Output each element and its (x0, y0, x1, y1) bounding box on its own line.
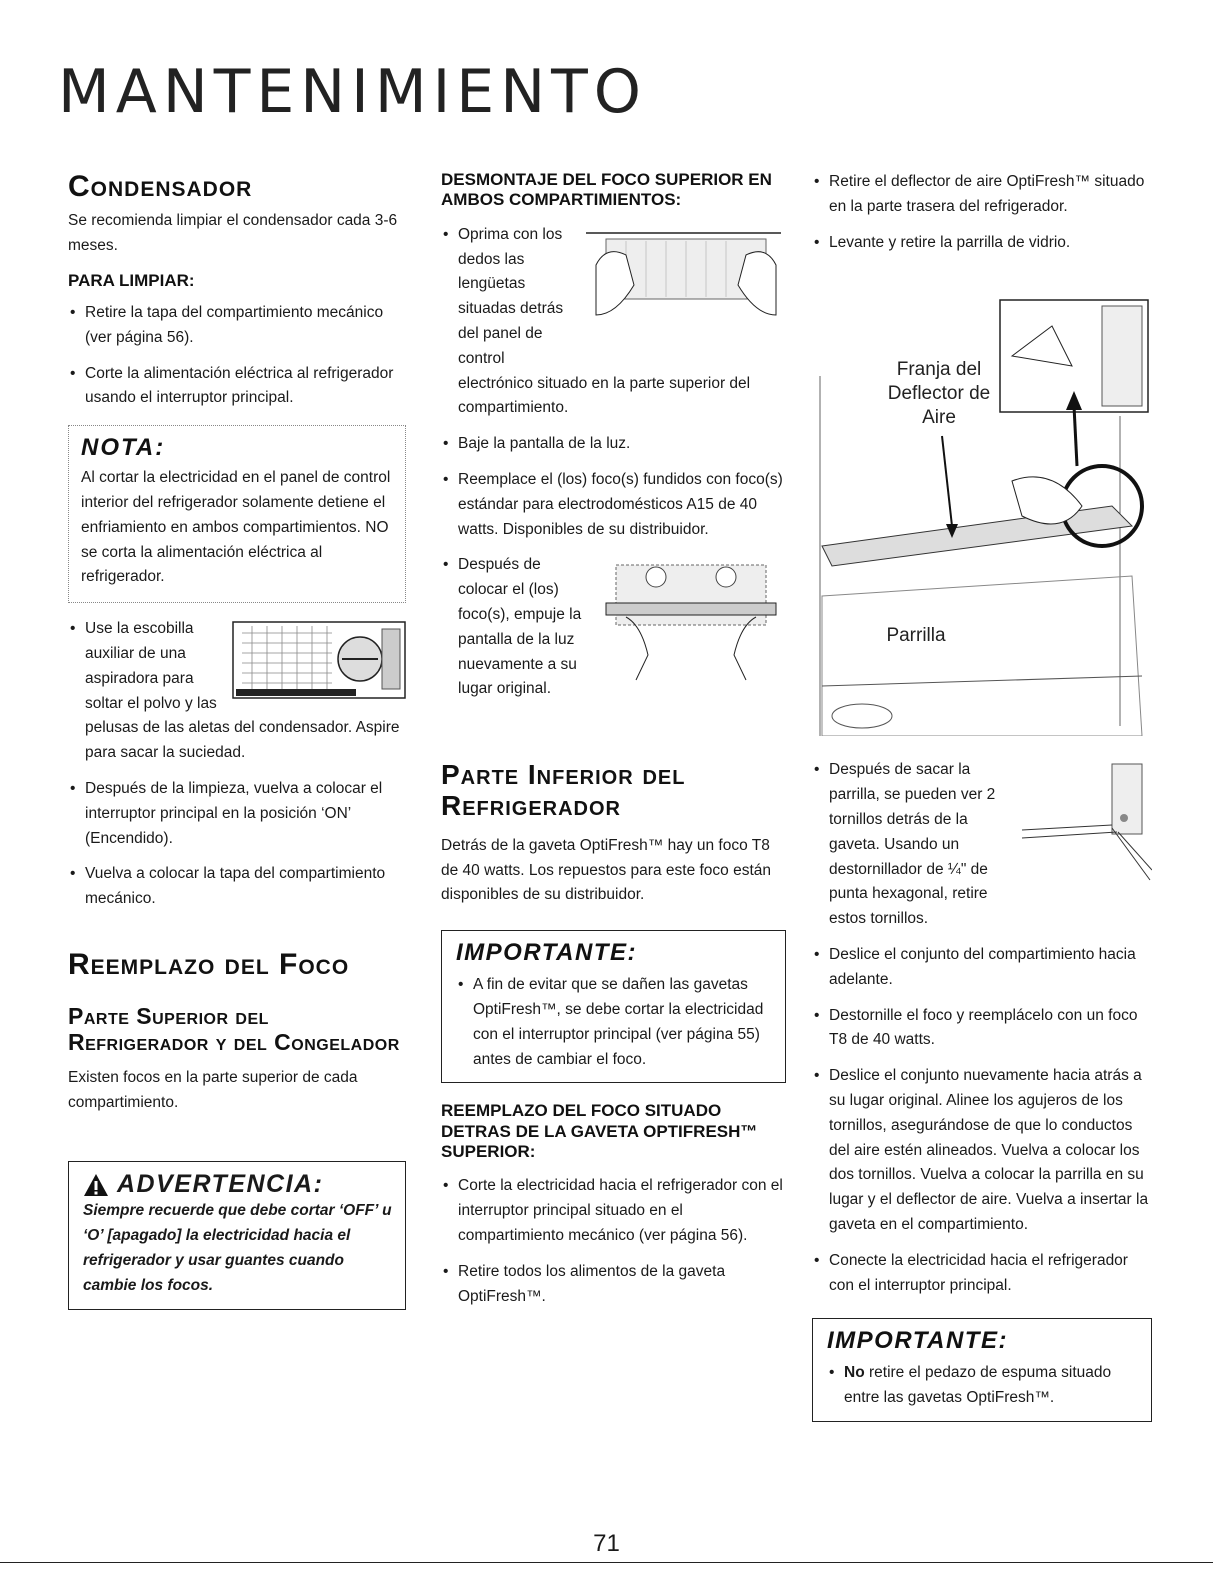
franja-label: Franja del Deflector de Aire (887, 359, 991, 428)
desmontaje-steps (441, 223, 786, 702)
nota-text: Al cortar la electricidad en el panel de control interior del refrigerador solamente detiene el enfriamiento en ambos compartimientos. NO se corta la alimentación eléctrica al refrigerador. (81, 469, 391, 586)
nota-title: NOTA: (81, 434, 166, 462)
gaveta-steps (441, 1174, 786, 1309)
page-title: MANTENIMIENTO (58, 57, 647, 127)
inferior-heading: Parte Inferior del Refrigerador (441, 759, 686, 821)
list-item: • Destornille el foco y reemplácelo con un foco T8 de 40 watts. (812, 1004, 1152, 1054)
condensador-steps (68, 301, 406, 411)
condenser-brush-figure (232, 621, 406, 699)
importante-list (827, 1361, 1141, 1411)
column-3 (812, 170, 1152, 1422)
importante-title: IMPORTANTE: (827, 1327, 1008, 1355)
list-item (441, 553, 786, 702)
condenser-brush-icon (232, 621, 406, 699)
list-item-text: Después de sacar la parrilla, se pueden ver 2 tornillos detrás de la gaveta. Usando un destornillador de ¼" de punta hexagonal, retire estos tornillos. (829, 761, 996, 928)
light-shield-icon (586, 225, 786, 345)
list-item: • Corte la alimentación eléctrica al refrigerador usando el interruptor principal. (68, 362, 406, 412)
col3-steps-2 (812, 758, 1152, 1298)
screws-figure (1012, 760, 1152, 890)
col3-steps (812, 170, 1152, 255)
condensador-heading: Condensador (68, 170, 253, 203)
list-item-text: Después de colocar el (los) foco(s), empuje la pantalla de la luz nuevamente a su lugar original. (458, 556, 582, 698)
advertencia-title: ADVERTENCIA: (117, 1170, 324, 1199)
list-item: • Retire la tapa del compartimiento mecánico (ver página 56). (68, 301, 406, 351)
importante-box-1 (441, 930, 786, 1083)
para-limpiar-heading: PARA LIMPIAR: (68, 270, 195, 290)
importante-list (456, 973, 775, 1072)
list-item: • Retire todos los alimentos de la gaveta OptiFresh™. (441, 1260, 786, 1310)
list-item: • Vuelva a colocar la tapa del compartimiento mecánico. (68, 862, 406, 912)
light-shield-icon (596, 555, 786, 685)
light-shield-figure-2 (596, 555, 786, 685)
list-item: • Baje la pantalla de la luz. (441, 432, 786, 457)
list-item (441, 223, 786, 421)
importante-box-2 (812, 1318, 1152, 1422)
inferior-intro: Detrás de la gaveta OptiFresh™ hay un foco T8 de 40 watts. Los repuestos para este foco están disponibles de su distribuidor. (441, 836, 772, 904)
advertencia-box (68, 1161, 406, 1309)
gaveta-heading: REEMPLAZO DEL FOCO SITUADO DETRAS DE LA GAVETA OPTIFRESH™ SUPERIOR: (441, 1101, 758, 1162)
list-item: • Levante y retire la parrilla de vidrio. (812, 231, 1152, 256)
list-item (812, 758, 1152, 932)
desmontaje-heading: DESMONTAJE DEL FOCO SUPERIOR EN AMBOS COMPARTIMIENTOS: (441, 170, 772, 210)
list-item: • Conecte la electricidad hacia el refrigerador con el interruptor principal. (812, 1249, 1152, 1299)
foco-sub-heading: Parte Superior del Refrigerador y del Congelador (68, 1002, 400, 1056)
deflector-figure (812, 266, 1152, 736)
importante-bold-word: No (844, 1364, 865, 1382)
list-item: • Reemplace el (los) foco(s) fundidos con foco(s) estándar para electrodomésticos A15 de 40 watts. Disponibles de su distribuidor. (441, 468, 786, 542)
importante-text: retire el pedazo de espuma situado entre las gavetas OptiFresh™. (844, 1364, 1112, 1407)
deflector-diagram-icon (812, 266, 1152, 736)
list-item: • Deslice el conjunto nuevamente hacia atrás a su lugar original. Alinee los agujeros de los tornillos, asegurándose de que lo conductos del aire estén alineados. Vuelva a colocar los dos tornillos. Vuelva a colocar la parrilla en su lugar y el deflector de aire. Vuelva a insertar la gaveta en el compartimiento. (812, 1064, 1152, 1238)
column-1 (68, 170, 406, 1310)
list-item: • Corte la electricidad hacia el refrigerador con el interruptor principal situado en el compartimiento mecánico (ver página 56). (441, 1174, 786, 1248)
foco-intro: Existen focos en la parte superior de cada compartimiento. (68, 1068, 358, 1111)
list-item (68, 617, 406, 766)
condensador-steps-2 (68, 617, 406, 912)
warning-triangle-icon (83, 1173, 109, 1197)
list-item-text: Oprima con los dedos las lengüetas situadas detrás del panel de control electrónico situado en la parte superior del compartimiento. (458, 225, 751, 417)
screws-diagram-icon (1012, 760, 1152, 890)
nota-box (68, 425, 406, 603)
list-item: • A fin de evitar que se dañen las gavetas OptiFresh™, se debe cortar la electricidad con el interruptor principal (ver página 55) antes de cambiar el foco. (456, 973, 775, 1072)
list-item: • Deslice el conjunto del compartimiento hacia adelante. (812, 943, 1152, 993)
list-item-text: Use la escobilla auxiliar de una aspiradora para soltar el polvo y las pelusas de las aletas del condensador. Aspire para sacar la suciedad. (85, 620, 400, 762)
foco-heading: Reemplazo del Foco (68, 947, 350, 981)
condensador-intro: Se recomienda limpiar el condensador cada 3-6 meses. (68, 212, 398, 254)
parrilla-label: Parrilla (886, 625, 946, 647)
light-shield-figure-1 (586, 225, 786, 345)
advertencia-text: Siempre recuerde que debe cortar ‘OFF’ u ‘O’ [apagado] la electricidad hacia el refrigerador y usar guantes cuando cambie los focos. (83, 1202, 392, 1294)
importante-title: IMPORTANTE: (456, 939, 637, 967)
page-number: 71 (593, 1530, 620, 1557)
list-item: • Después de la limpieza, vuelva a colocar el interruptor principal en la posición ‘ON’ (Encendido). (68, 777, 406, 851)
list-item: • Retire el deflector de aire OptiFresh™ situado en la parte trasera del refrigerador. (812, 170, 1152, 220)
column-2 (441, 170, 786, 1320)
advertencia-title-row (83, 1170, 395, 1199)
footer-rule (0, 1562, 1213, 1563)
list-item (827, 1361, 1141, 1411)
